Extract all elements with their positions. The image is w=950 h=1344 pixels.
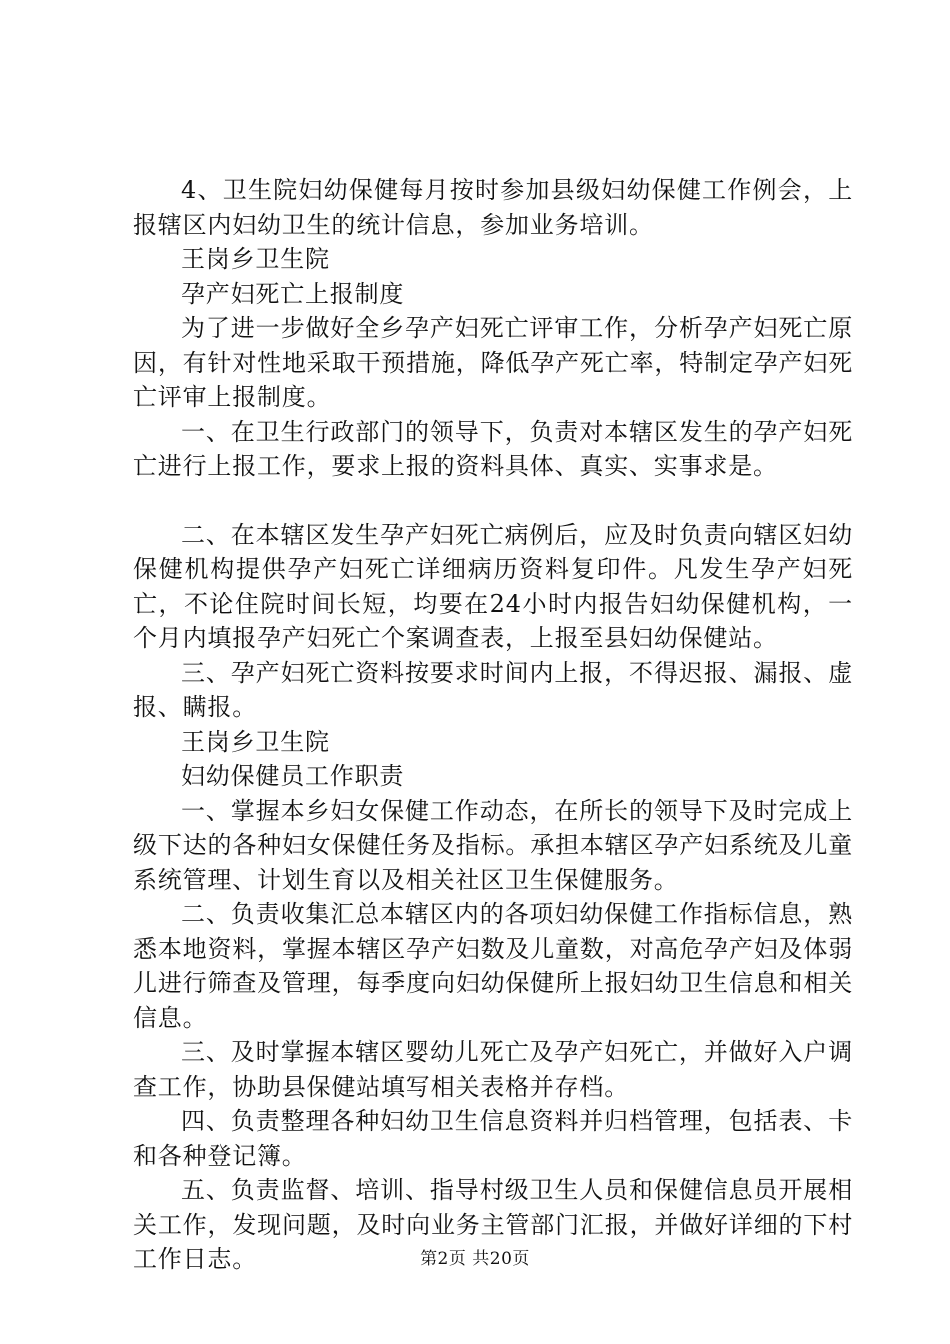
duty-4: 四、负责整理各种妇幼卫生信息资料并归档管理，包括表、卡和各种登记簿。 (133, 1107, 853, 1170)
document-body (133, 173, 853, 1277)
section-title-health-worker-duties: 妇幼保健员工作职责 (181, 762, 405, 790)
rule-3: 三、孕产妇死亡资料按要求时间内上报，不得迟报、漏报、虚报、瞒报。 (133, 658, 853, 721)
rule-1: 一、在卫生行政部门的领导下，负责对本辖区发生的孕产妇死亡进行上报工作，要求上报的资料具体、真实、实事求是。 (133, 417, 853, 480)
signature-hospital-1: 王岗乡卫生院 (181, 245, 330, 273)
rule-2: 二、在本辖区发生孕产妇死亡病例后，应及时负责向辖区妇幼保健机构提供孕产妇死亡详细病历资料复印件。凡发生孕产妇死亡，不论住院时间长短，均要在24小时内报告妇幼保健机构，一个月内填报孕产妇死亡个案调查表，上报至县妇幼保健站。 (133, 520, 853, 652)
duty-5: 五、负责监督、培训、指导村级卫生人员和保健信息员开展相关工作，发现问题，及时向业务主管部门汇报，并做好详细的下村工作日志。 (133, 1176, 853, 1273)
paragraph-item-4: 4、卫生院妇幼保健每月按时参加县级妇幼保健工作例会，上报辖区内妇幼卫生的统计信息，参加业务培训。 (133, 176, 853, 239)
duty-1: 一、掌握本乡妇女保健工作动态，在所长的领导下及时完成上级下达的各种妇女保健任务及指标。承担本辖区孕产妇系统及儿童系统管理、计划生育以及相关社区卫生保健服务。 (133, 796, 853, 894)
page-footer: 第2页 共20页 (420, 1249, 530, 1269)
intro-paragraph: 为了进一步做好全乡孕产妇死亡评审工作，分析孕产妇死亡原因，有针对性地采取干预措施，降低孕产死亡率，特制定孕产妇死亡评审上报制度。 (133, 314, 853, 411)
signature-hospital-2: 王岗乡卫生院 (181, 727, 330, 756)
duty-3: 三、及时掌握本辖区婴幼儿死亡及孕产妇死亡，并做好入户调查工作，协助县保健站填写相关表格并存档。 (133, 1038, 853, 1101)
section-title-maternal-death-report: 孕产妇死亡上报制度 (181, 279, 405, 308)
duty-2: 二、负责收集汇总本辖区内的各项妇幼保健工作指标信息，熟悉本地资料，掌握本辖区孕产妇数及儿童数，对高危孕产妇及体弱儿进行筛查及管理，每季度向妇幼保健所上报妇幼卫生信息和相关信息。 (133, 900, 853, 1032)
